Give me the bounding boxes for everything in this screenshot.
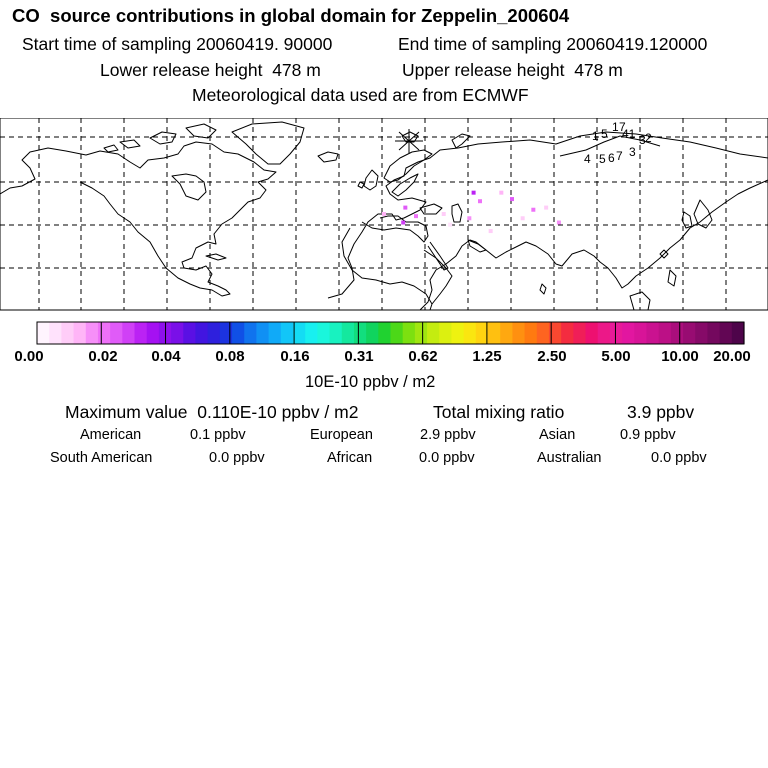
colorbar-cell xyxy=(110,322,123,344)
trajectory-label: 3 xyxy=(629,145,636,159)
region-value-asian: 0.9 ppbv xyxy=(620,427,676,443)
trajectory-label: 1 xyxy=(592,129,599,143)
coastline-eurasia xyxy=(328,132,768,298)
coastline-uk xyxy=(358,170,378,190)
contribution-cell xyxy=(499,191,503,195)
colorbar-cell xyxy=(573,322,586,344)
meteorological-data-label: Meteorological data used are from ECMWF xyxy=(192,85,529,105)
colorbar-cell xyxy=(147,322,160,344)
colorbar-cell xyxy=(122,322,135,344)
colorbar-cell xyxy=(671,322,684,344)
trajectory-label: 3 xyxy=(639,133,646,147)
colorbar-cell xyxy=(293,322,306,344)
colorbar-cell xyxy=(610,322,623,344)
region-name-asian: Asian xyxy=(539,427,576,443)
contribution-cell xyxy=(401,221,405,225)
colorbar-tick-label: 1.25 xyxy=(472,348,502,365)
coastline-greenland xyxy=(232,122,304,164)
trajectory-labels xyxy=(560,120,660,166)
colorbar-cell xyxy=(659,322,672,344)
trajectory-label: 5 xyxy=(601,127,608,141)
colorbar-cell xyxy=(537,322,550,344)
coastline-persian-gulf xyxy=(468,240,486,252)
region-value-european: 2.9 ppbv xyxy=(420,427,476,443)
colorbar-tick-label: 0.31 xyxy=(344,348,374,365)
lower-release-height: Lower release height 478 m xyxy=(100,60,321,80)
colorbar-tick-labels xyxy=(14,348,750,365)
colorbar-tick-label: 2.50 xyxy=(537,348,567,365)
colorbar-cell xyxy=(488,322,501,344)
coastline-philippines xyxy=(668,270,676,286)
colorbar-cell xyxy=(500,322,513,344)
map-plot-area xyxy=(0,118,768,310)
colorbar-cell xyxy=(195,322,208,344)
colorbar-cell xyxy=(61,322,74,344)
region-name-african: African xyxy=(327,450,373,466)
end-time-label: End time of sampling 20060419.120000 xyxy=(398,34,708,54)
contribution-cell xyxy=(382,212,386,216)
colorbar-cell xyxy=(732,322,745,344)
colorbar-cell xyxy=(342,322,355,344)
region-value-australian: 0.0 ppbv xyxy=(651,450,707,466)
contribution-cell xyxy=(403,206,407,210)
colorbar-cell xyxy=(695,322,708,344)
station-marker-zeppelin xyxy=(395,129,423,153)
colorbar xyxy=(0,318,768,368)
contribution-cell xyxy=(478,199,482,203)
trajectory-label: 4 xyxy=(584,152,591,166)
contribution-cell xyxy=(521,216,525,220)
colorbar-cell xyxy=(586,322,599,344)
colorbar-cell xyxy=(330,322,343,344)
colorbar-tick-label: 20.00 xyxy=(713,348,751,365)
coastline-mediterranean xyxy=(362,216,428,242)
total-mixing-ratio-label: Total mixing ratio xyxy=(433,402,565,422)
colorbar-cell xyxy=(86,322,99,344)
colorbar-tick-label: 0.02 xyxy=(88,348,118,365)
trajectory-label: 7 xyxy=(616,149,623,163)
colorbar-cell xyxy=(378,322,391,344)
coastline-cuba xyxy=(206,254,226,260)
colorbar-cell xyxy=(561,322,574,344)
colorbar-cell xyxy=(98,322,111,344)
colorbar-cell xyxy=(281,322,294,344)
colorbar-tick-label: 10.00 xyxy=(661,348,699,365)
coastline-canadian-archipelago xyxy=(104,124,216,152)
region-name-european: European xyxy=(310,427,373,443)
colorbar-cell xyxy=(707,322,720,344)
colorbar-cell xyxy=(683,322,696,344)
colorbar-cells xyxy=(37,322,745,344)
colorbar-cell xyxy=(244,322,257,344)
source-contribution-map xyxy=(0,118,768,313)
colorbar-cell xyxy=(74,322,87,344)
colorbar-cell xyxy=(415,322,428,344)
region-value-american: 0.1 ppbv xyxy=(190,427,246,443)
coastline-red-sea xyxy=(428,242,448,270)
contribution-cell xyxy=(467,216,471,220)
contribution-cell xyxy=(414,214,418,218)
contribution-cell xyxy=(557,221,561,225)
colorbar-cell xyxy=(269,322,282,344)
colorbar-tick-label: 0.08 xyxy=(215,348,245,365)
trajectory-label: 1 xyxy=(612,120,619,134)
colorbar-cell xyxy=(354,322,367,344)
coastline-caspian-sea xyxy=(452,204,462,222)
colorbar-cell xyxy=(37,322,50,344)
colorbar-cell xyxy=(512,322,525,344)
total-mixing-ratio-value: 3.9 ppbv xyxy=(627,402,695,422)
colorbar-cell xyxy=(366,322,379,344)
colorbar-tick-label: 0.04 xyxy=(151,348,181,365)
trajectory-label: 41 xyxy=(622,127,636,141)
upper-release-height: Upper release height 478 m xyxy=(402,60,623,80)
colorbar-unit-label: 10E-10 ppbv / m2 xyxy=(305,373,436,391)
trajectory-label: 7 xyxy=(619,120,626,134)
colorbar-tick-label: 5.00 xyxy=(601,348,631,365)
coastline-eurasia-south xyxy=(420,180,768,310)
colorbar-cell xyxy=(598,322,611,344)
colorbar-tick-label: 0.62 xyxy=(408,348,438,365)
region-name-australian: Australian xyxy=(537,450,602,466)
colorbar-cell xyxy=(232,322,245,344)
region-name-american: American xyxy=(80,427,142,443)
trajectory-label: 5 xyxy=(599,152,606,166)
colorbar-cell xyxy=(427,322,440,344)
contribution-cell xyxy=(442,212,446,216)
contribution-cell xyxy=(544,206,548,210)
colorbar-cell xyxy=(220,322,233,344)
colorbar-cell xyxy=(464,322,477,344)
colorbar-cell xyxy=(634,322,647,344)
colorbar-cell xyxy=(403,322,416,344)
colorbar-cell xyxy=(183,322,196,344)
coastline-north-america xyxy=(0,142,276,296)
colorbar-tick-label: 0.16 xyxy=(280,348,310,365)
contribution-cell xyxy=(510,197,514,201)
contribution-cell xyxy=(531,208,535,212)
maximum-value-label: Maximum value 0.110E-10 ppbv / m2 xyxy=(65,402,359,422)
colorbar-cell xyxy=(305,322,318,344)
coastline-baltic xyxy=(392,174,418,196)
colorbar-cell xyxy=(439,322,452,344)
source-contribution-cells xyxy=(382,191,561,233)
colorbar-cell xyxy=(49,322,62,344)
chart-title: CO source contributions in global domain for Zeppelin_200604 xyxy=(12,5,570,26)
coastline-iceland xyxy=(318,152,338,162)
colorbar-cell xyxy=(317,322,330,344)
colorbar-cell xyxy=(720,322,733,344)
contribution-cell xyxy=(472,191,476,195)
colorbar-cell xyxy=(646,322,659,344)
start-time-label: Start time of sampling 20060419. 90000 xyxy=(22,34,333,54)
trajectory-label: 6 xyxy=(608,151,615,165)
colorbar-cell xyxy=(451,322,464,344)
trajectory-label: 2 xyxy=(645,131,652,145)
colorbar-cell xyxy=(256,322,269,344)
region-name-south-american: South American xyxy=(50,450,153,466)
colorbar-cell xyxy=(208,322,221,344)
colorbar-cell xyxy=(171,322,184,344)
contribution-cell xyxy=(489,229,493,233)
coastline-africa xyxy=(342,228,452,310)
colorbar-cell xyxy=(391,322,404,344)
colorbar-cell xyxy=(622,322,635,344)
colorbar-cell xyxy=(135,322,148,344)
colorbar-tick-label: 0.00 xyxy=(14,348,44,365)
region-value-african: 0.0 ppbv xyxy=(419,450,475,466)
coastline-hudson-bay xyxy=(172,174,206,200)
contribution-cell xyxy=(448,223,452,227)
colorbar-cell xyxy=(525,322,538,344)
coastline-sri-lanka xyxy=(540,284,546,294)
region-value-south-american: 0.0 ppbv xyxy=(209,450,265,466)
